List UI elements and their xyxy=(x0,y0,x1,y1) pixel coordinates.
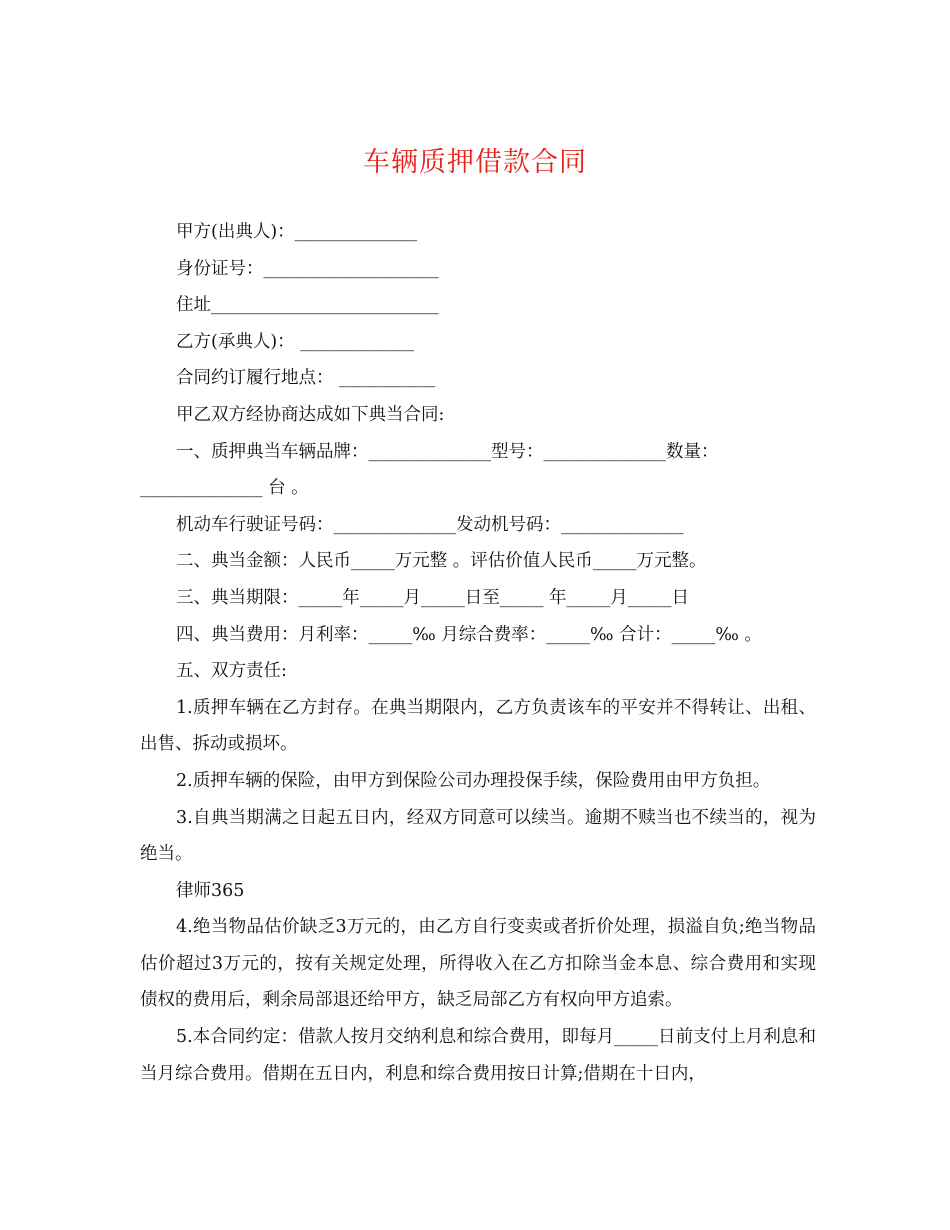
contract-location-line: 合同约订履行地点： ___________ xyxy=(176,368,436,389)
clause-1: 1.质押车辆在乙方封存。在典当期限内，乙方负责该车的平安并不得转让、出租、出售、拆动或损坏。 xyxy=(140,697,816,755)
party-b-line: 乙方(承典人)： _____________ xyxy=(176,331,414,352)
responsibilities-heading: 五、双方责任: xyxy=(176,661,287,682)
document-body xyxy=(140,214,816,1092)
party-a-line: 甲方(出典人)：______________ xyxy=(176,222,418,242)
clause-3: 3.自典当期满之日起五日内，经双方同意可以续当。逾期不赎当也不续当的，视为绝当。 xyxy=(140,807,816,865)
vehicle-quantity-line: ______________ 台 。 xyxy=(140,478,309,499)
vehicle-brand-line: 一、质押典当车辆品牌：______________型号：______________数量： xyxy=(176,441,719,462)
watermark-note: 律师365 xyxy=(176,880,245,901)
pawn-term-line: 三、典当期限：_____年_____月_____日至_____ 年_____月_____日 xyxy=(176,587,690,608)
agreement-intro-line: 甲乙双方经协商达成如下典当合同: xyxy=(176,404,445,425)
license-engine-line: 机动车行驶证号码：______________发动机号码：______________ xyxy=(176,514,684,535)
id-number-line: 身份证号：____________________ xyxy=(176,258,439,279)
pawn-amount-line: 二、典当金额：人民币_____万元整 。评估价值人民币_____万元整。 xyxy=(176,551,707,572)
clause-5: 5.本合同约定：借款人按月交纳利息和综合费用，即每月_____日前支付上月利息和当月综合费用。借期在五日内，利息和综合费用按日计算;借期在十日内， xyxy=(140,1027,816,1084)
pawn-fee-line: 四、典当费用：月利率：_____‰ 月综合费率：_____‰ 合计：_____‰ 。 xyxy=(176,624,762,645)
address-line: 住址__________________________ xyxy=(176,295,439,316)
clause-2: 2.质押车辆的保险，由甲方到保险公司办理投保手续，保险费用由甲方负担。 xyxy=(176,770,771,791)
document-title: 车辆质押借款合同 xyxy=(363,147,587,178)
clause-4: 4.绝当物品估价缺乏3万元的，由乙方自行变卖或者折价处理，损溢自负;绝当物品估价超过3万元的，按有关规定处理，所得收入在乙方扣除当金本息、综合费用和实现债权的费用后，剩余局部退还给甲方，缺乏局部乙方有权向甲方追索。 xyxy=(140,917,816,1011)
